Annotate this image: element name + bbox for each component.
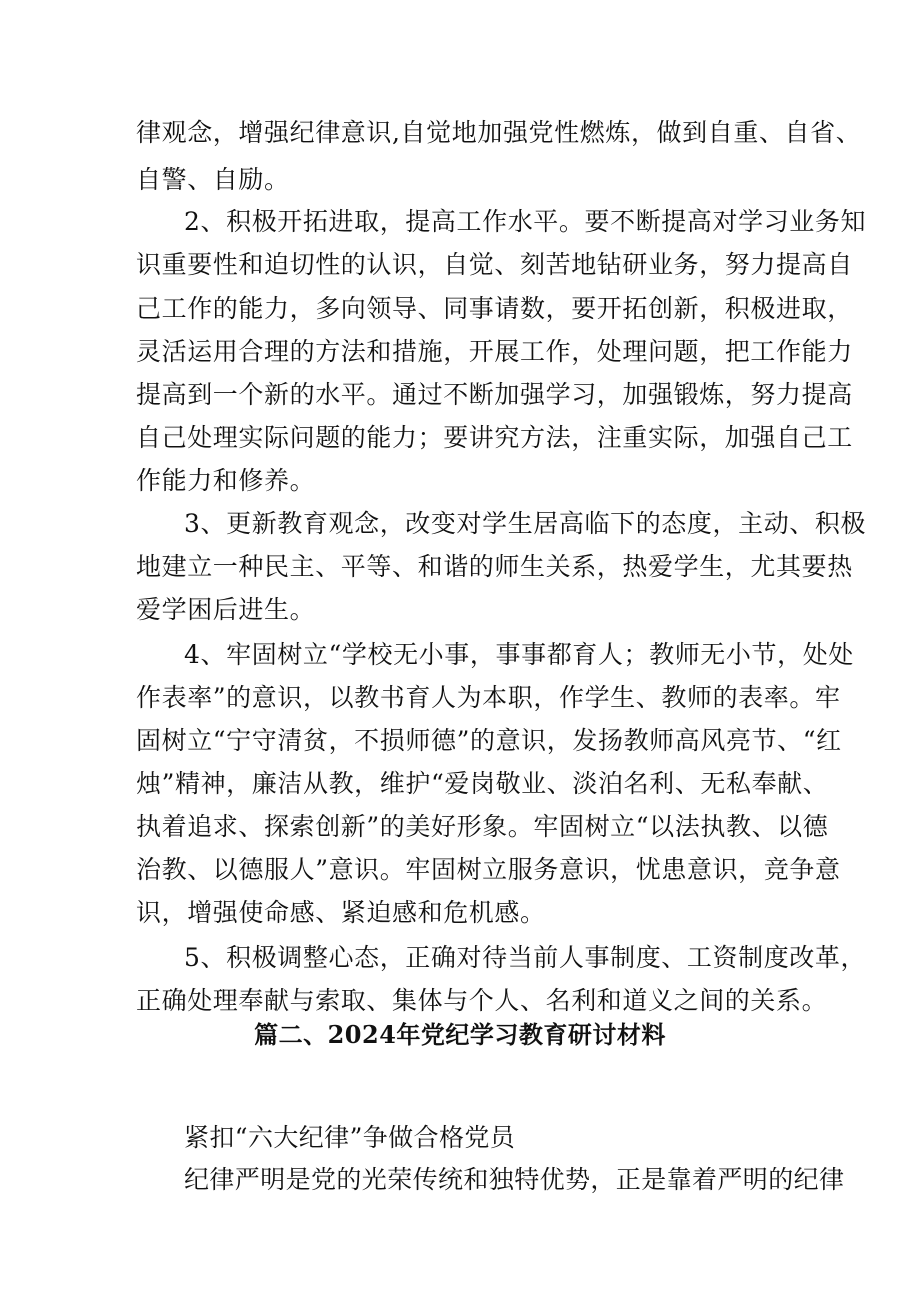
text-line: 自警、自励。 <box>136 165 290 194</box>
text-line: 烛”精神，廉洁从教，维护“爱岗敬业、淡泊名利、无私奉献、 <box>136 769 829 798</box>
text-line: 自己处理实际问题的能力；要讲究方法，注重实际，加强自己工 <box>136 423 853 452</box>
text-line: 律观念，增强纪律意识,自觉地加强党性燃炼，做到自重、自省、 <box>136 118 862 147</box>
text-line: 2、积极开拓进取，提高工作水平。要不断提高对学习业务知 <box>184 207 867 236</box>
text-line: 固树立“宁守清贫，不损师德”的意识，发扬教师高风亮节、“红 <box>136 726 842 755</box>
text-line: 提高到一个新的水平。通过不断加强学习，加强锻炼，努力提高 <box>136 380 853 409</box>
text-line: 识重要性和迫切性的认识，自觉、刻苦地钻研业务，努力提高自 <box>136 250 853 279</box>
text-line: 执着追求、探索创新”的美好形象。牢固树立“以法执教、以德 <box>136 812 829 841</box>
text-line: 5、积极调整心态，正确对待当前人事制度、工资制度改革， <box>184 943 867 972</box>
text-line: 4、牢固树立“学校无小事，事事都育人；教师无小节，处处 <box>184 640 854 669</box>
text-line: 爱学困后进生。 <box>136 595 316 624</box>
text-line: 地建立一种民主、平等、和谐的师生关系，热爱学生，尤其要热 <box>136 552 853 581</box>
text-line: 己工作的能力，多向领导、同事请数，要开拓创新，积极进取， <box>136 294 853 323</box>
text-line: 作表率”的意识，以教书育人为本职，作学生、教师的表率。牢 <box>136 683 841 712</box>
section-subtitle: 紧扣“六大纪律”争做合格党员 <box>184 1123 516 1152</box>
text-line: 灵活运用合理的方法和措施，开展工作，处理问题，把工作能力 <box>136 337 853 366</box>
text-line: 纪律严明是党的光荣传统和独特优势，正是靠着严明的纪律 <box>184 1165 845 1194</box>
text-line: 3、更新教育观念，改变对学生居高临下的态度，主动、积极 <box>184 509 867 538</box>
text-line: 治教、以德服人”意识。牢固树立服务意识，忧患意识，竞争意 <box>136 855 841 884</box>
text-line: 正确处理奉献与索取、集体与个人、名利和道义之间的关系。 <box>136 986 828 1015</box>
text-line: 识，增强使命感、紧迫感和危机感。 <box>136 898 546 927</box>
section-title: 篇二、2024年党纪学习教育研讨材料 <box>254 1020 666 1049</box>
text-line: 作能力和修养。 <box>136 466 316 495</box>
